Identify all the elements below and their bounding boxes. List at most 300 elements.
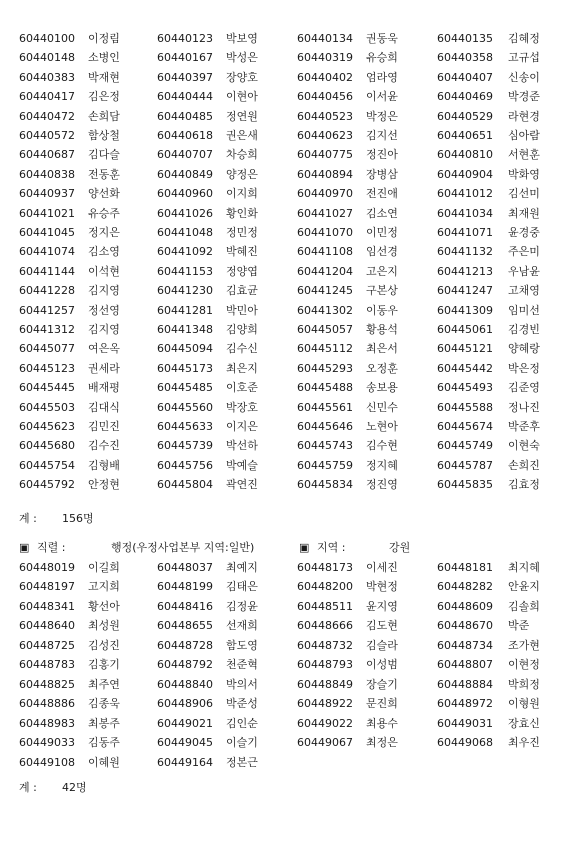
applicant-name: 김지영 xyxy=(88,284,120,298)
applicant-name: 이현아 xyxy=(226,90,258,104)
applicant-name: 양혜랑 xyxy=(508,342,540,356)
applicant-name: 조가현 xyxy=(508,638,540,652)
applicant-number: 60441153 xyxy=(157,264,213,278)
applicant-number: 60441026 xyxy=(157,206,213,220)
applicant-number: 60445588 xyxy=(437,400,493,414)
applicant-name: 전진애 xyxy=(366,187,398,201)
applicant-name: 박은정 xyxy=(508,361,540,375)
applicant-name: 박예슬 xyxy=(226,458,258,472)
applicant-number: 60445623 xyxy=(19,420,75,433)
applicant-number: 60440148 xyxy=(19,51,75,65)
applicant-number: 60448037 xyxy=(157,561,213,574)
applicant-name: 임선경 xyxy=(366,245,398,259)
applicant-name: 윤경중 xyxy=(508,226,540,239)
applicant-number: 60448725 xyxy=(19,638,75,652)
group-2-total xyxy=(0,778,580,798)
total-label: 계 : xyxy=(19,781,37,794)
applicant-number: 60445123 xyxy=(19,361,75,375)
applicant-name: 김소연 xyxy=(366,206,398,220)
applicant-number: 60440485 xyxy=(157,109,213,123)
applicant-number: 60440469 xyxy=(437,90,493,104)
applicant-number: 60441144 xyxy=(19,264,75,278)
list-row xyxy=(0,694,580,714)
applicant-number: 60440618 xyxy=(157,129,213,142)
applicant-name: 이길희 xyxy=(88,561,120,574)
applicant-number: 60441213 xyxy=(437,264,493,278)
applicant-name: 장양호 xyxy=(226,70,258,84)
applicant-name: 신송이 xyxy=(508,70,540,84)
applicant-name: 정진아 xyxy=(366,148,398,162)
applicant-number: 60448825 xyxy=(19,677,75,691)
applicant-number: 60440960 xyxy=(157,187,213,201)
list-row xyxy=(0,675,580,695)
applicant-name: 김동주 xyxy=(88,736,120,750)
applicant-name: 우남윤 xyxy=(508,264,540,278)
applicant-name: 이슬기 xyxy=(226,736,258,750)
applicant-number: 60448019 xyxy=(19,561,75,574)
applicant-number: 60445754 xyxy=(19,458,75,472)
applicant-number: 60449067 xyxy=(297,736,353,750)
applicant-name: 박혜진 xyxy=(226,245,258,259)
applicant-name: 엄라영 xyxy=(366,70,398,84)
list-row xyxy=(0,301,580,321)
applicant-number: 60445077 xyxy=(19,342,75,356)
applicant-number: 60445442 xyxy=(437,361,493,375)
applicant-name: 박의서 xyxy=(226,677,258,691)
applicant-name: 김수신 xyxy=(226,342,258,356)
applicant-number: 60440849 xyxy=(157,167,213,181)
applicant-number: 60448884 xyxy=(437,677,493,691)
list-row xyxy=(0,577,580,597)
applicant-name: 이세진 xyxy=(366,561,398,574)
applicant-name: 장슬기 xyxy=(366,677,398,691)
applicant-number: 60440358 xyxy=(437,51,493,65)
applicant-name: 여은옥 xyxy=(88,342,120,356)
applicant-number: 60440319 xyxy=(297,51,353,65)
applicant-number: 60448181 xyxy=(437,561,493,574)
applicant-name: 김양희 xyxy=(226,323,258,336)
applicant-number: 60441247 xyxy=(437,284,493,298)
applicant-number: 60445739 xyxy=(157,439,213,453)
applicant-name: 주은미 xyxy=(508,245,540,259)
list-row xyxy=(0,262,580,282)
applicant-number: 60440937 xyxy=(19,187,75,201)
applicant-number: 60441108 xyxy=(297,245,353,259)
applicant-name: 김형배 xyxy=(88,458,120,472)
applicant-number: 60440407 xyxy=(437,70,493,84)
list-row xyxy=(0,636,580,656)
applicant-number: 60448906 xyxy=(157,697,213,711)
applicant-number: 60441204 xyxy=(297,264,353,278)
applicant-name: 정양엽 xyxy=(226,264,258,278)
applicant-name: 김준영 xyxy=(508,381,540,395)
applicant-number: 60440444 xyxy=(157,90,213,104)
list-row xyxy=(0,436,580,456)
applicant-name: 이형원 xyxy=(508,697,540,711)
square-bullet-icon: ▣ xyxy=(299,541,310,554)
applicant-name: 장효신 xyxy=(508,716,540,730)
applicant-number: 60440623 xyxy=(297,129,353,142)
list-row xyxy=(0,378,580,398)
applicant-name: 차승희 xyxy=(226,148,258,162)
applicant-name: 유승주 xyxy=(88,206,120,220)
applicant-number: 60445749 xyxy=(437,439,493,453)
applicant-name: 박화영 xyxy=(508,167,540,181)
applicant-name: 김종욱 xyxy=(88,697,120,711)
applicant-number: 60441045 xyxy=(19,226,75,239)
applicant-number: 60441012 xyxy=(437,187,493,201)
applicant-name: 김효정 xyxy=(508,478,540,492)
applicant-number: 60441312 xyxy=(19,323,75,336)
applicant-name: 고채영 xyxy=(508,284,540,298)
applicant-number: 60448783 xyxy=(19,658,75,672)
applicant-number: 60440810 xyxy=(437,148,493,162)
applicant-number: 60441027 xyxy=(297,206,353,220)
list-row xyxy=(0,223,580,243)
applicant-number: 60440397 xyxy=(157,70,213,84)
applicant-number: 60445293 xyxy=(297,361,353,375)
applicant-name: 김도현 xyxy=(366,619,398,633)
applicant-number: 60441309 xyxy=(437,303,493,317)
total-value: 42명 xyxy=(62,781,87,794)
applicant-number: 60448282 xyxy=(437,580,493,594)
applicant-number: 60448640 xyxy=(19,619,75,633)
group-1-total xyxy=(0,509,580,529)
applicant-number: 60445485 xyxy=(157,381,213,395)
applicant-name: 손희담 xyxy=(88,109,120,123)
list-row xyxy=(0,48,580,68)
applicant-number: 60445633 xyxy=(157,420,213,433)
applicant-name: 정연원 xyxy=(226,109,258,123)
applicant-number: 60441021 xyxy=(19,206,75,220)
applicant-number: 60440894 xyxy=(297,167,353,181)
applicant-number: 60448341 xyxy=(19,599,75,613)
applicant-name: 최우진 xyxy=(508,736,540,750)
applicant-name: 박정은 xyxy=(366,109,398,123)
applicant-name: 이호준 xyxy=(226,381,258,395)
applicant-number: 60445561 xyxy=(297,400,353,414)
applicant-number: 60440529 xyxy=(437,109,493,123)
applicant-name: 박성은 xyxy=(226,51,258,65)
applicant-name: 박현정 xyxy=(366,580,398,594)
list-row xyxy=(0,456,580,476)
applicant-name: 윤지영 xyxy=(366,599,398,613)
applicant-number: 60445493 xyxy=(437,381,493,395)
applicant-number: 60445503 xyxy=(19,400,75,414)
applicant-name: 이성범 xyxy=(366,658,398,672)
applicant-number: 60440402 xyxy=(297,70,353,84)
applicant-name: 송보용 xyxy=(366,381,398,395)
applicant-name: 김수현 xyxy=(366,439,398,453)
applicant-number: 60441230 xyxy=(157,284,213,298)
applicant-name: 김효균 xyxy=(226,284,258,298)
list-row xyxy=(0,107,580,127)
applicant-number: 60441071 xyxy=(437,226,493,239)
applicant-name: 김수진 xyxy=(88,439,120,453)
applicant-name: 이현정 xyxy=(508,658,540,672)
applicant-name: 노현아 xyxy=(366,420,398,433)
applicant-number: 60440707 xyxy=(157,148,213,162)
applicant-number: 60440572 xyxy=(19,129,75,142)
applicant-number: 60440904 xyxy=(437,167,493,181)
list-row xyxy=(0,339,580,359)
applicant-name: 오정훈 xyxy=(366,361,398,375)
applicant-number: 60448655 xyxy=(157,619,213,633)
list-row xyxy=(0,320,580,340)
applicant-name: 문진희 xyxy=(366,697,398,711)
applicant-name: 배재평 xyxy=(88,381,120,395)
applicant-name: 김정윤 xyxy=(226,599,258,613)
applicant-name: 안정현 xyxy=(88,478,120,492)
applicant-name: 김솔희 xyxy=(508,599,540,613)
applicant-number: 60448609 xyxy=(437,599,493,613)
applicant-name: 전동훈 xyxy=(88,167,120,181)
applicant-name: 안윤지 xyxy=(508,580,540,594)
applicant-name: 이동우 xyxy=(366,303,398,317)
applicant-name: 최은지 xyxy=(226,361,258,375)
applicant-number: 60448173 xyxy=(297,561,353,574)
applicant-name: 이정림 xyxy=(88,32,120,45)
applicant-name: 김홍기 xyxy=(88,658,120,672)
applicant-number: 60448728 xyxy=(157,638,213,652)
applicant-name: 박보영 xyxy=(226,32,258,45)
applicant-number: 60445057 xyxy=(297,323,353,336)
applicant-number: 60445680 xyxy=(19,439,75,453)
applicant-name: 양선화 xyxy=(88,187,120,201)
applicant-name: 양정은 xyxy=(226,167,258,181)
applicant-name: 최재원 xyxy=(508,206,540,220)
applicant-name: 장병삼 xyxy=(366,167,398,181)
applicant-number: 60445112 xyxy=(297,342,353,356)
applicant-number: 60445061 xyxy=(437,323,493,336)
applicant-number: 60440456 xyxy=(297,90,353,104)
applicant-name: 김소영 xyxy=(88,245,120,259)
applicant-name: 이민정 xyxy=(366,226,398,239)
applicant-name: 박희정 xyxy=(508,677,540,691)
applicant-number: 60449068 xyxy=(437,736,493,750)
list-row xyxy=(0,733,580,753)
applicant-number: 60445488 xyxy=(297,381,353,395)
applicant-name: 김태은 xyxy=(226,580,258,594)
total-value: 156명 xyxy=(62,512,94,525)
applicant-number: 60448197 xyxy=(19,580,75,594)
applicant-number: 60441092 xyxy=(157,245,213,259)
list-row xyxy=(0,417,580,437)
applicant-name: 김슬라 xyxy=(366,638,398,652)
applicant-number: 60448416 xyxy=(157,599,213,613)
applicant-number: 60445743 xyxy=(297,439,353,453)
list-row xyxy=(0,87,580,107)
applicant-name: 정지혜 xyxy=(366,458,398,472)
applicant-number: 60448886 xyxy=(19,697,75,711)
applicant-number: 60448670 xyxy=(437,619,493,633)
applicant-number: 60440383 xyxy=(19,70,75,84)
applicant-number: 60445787 xyxy=(437,458,493,472)
applicant-number: 60449045 xyxy=(157,736,213,750)
applicant-name: 최은서 xyxy=(366,342,398,356)
list-row xyxy=(0,398,580,418)
applicant-number: 60441348 xyxy=(157,323,213,336)
applicant-name: 고규섭 xyxy=(508,51,540,65)
applicant-name: 함도영 xyxy=(226,638,258,652)
applicant-number: 60440970 xyxy=(297,187,353,201)
applicant-number: 60445560 xyxy=(157,400,213,414)
total-label: 계 : xyxy=(19,512,37,525)
applicant-number: 60445121 xyxy=(437,342,493,356)
applicant-number: 60440523 xyxy=(297,109,353,123)
list-row xyxy=(0,281,580,301)
applicant-number: 60445804 xyxy=(157,478,213,492)
list-row xyxy=(0,145,580,165)
applicant-number: 60441074 xyxy=(19,245,75,259)
applicant-number: 60440100 xyxy=(19,32,75,45)
applicant-number: 60448199 xyxy=(157,580,213,594)
applicant-number: 60448807 xyxy=(437,658,493,672)
applicant-number: 60449021 xyxy=(157,716,213,730)
applicant-name: 최정은 xyxy=(366,736,398,750)
applicant-number: 60440123 xyxy=(157,32,213,45)
applicant-name: 최봉주 xyxy=(88,716,120,730)
applicant-name: 황선아 xyxy=(88,599,120,613)
list-row xyxy=(0,359,580,379)
applicant-name: 박재현 xyxy=(88,70,120,84)
applicant-name: 이현숙 xyxy=(508,439,540,453)
applicant-name: 정나진 xyxy=(508,400,540,414)
list-row xyxy=(0,714,580,734)
applicant-number: 60441281 xyxy=(157,303,213,317)
applicant-number: 60448792 xyxy=(157,658,213,672)
applicant-name: 소병인 xyxy=(88,51,120,65)
applicant-name: 서현훈 xyxy=(508,148,540,162)
applicant-number: 60448840 xyxy=(157,677,213,691)
series-value: 행정(우정사업본부 지역:일반) xyxy=(111,541,255,554)
applicant-name: 김지영 xyxy=(88,323,120,336)
list-row xyxy=(0,204,580,224)
list-row xyxy=(0,184,580,204)
applicant-name: 정본근 xyxy=(226,755,258,769)
list-row xyxy=(0,165,580,185)
applicant-number: 60440651 xyxy=(437,129,493,142)
applicant-name: 정지은 xyxy=(88,226,120,239)
applicant-name: 최예지 xyxy=(226,561,258,574)
applicant-number: 60445646 xyxy=(297,420,353,433)
applicant-name: 임미선 xyxy=(508,303,540,317)
applicant-number: 60445094 xyxy=(157,342,213,356)
applicant-name: 함상철 xyxy=(88,129,120,142)
applicant-number: 60445674 xyxy=(437,420,493,433)
applicant-number: 60448972 xyxy=(437,697,493,711)
applicant-name: 박경준 xyxy=(508,90,540,104)
applicant-name: 김지선 xyxy=(366,129,398,142)
applicant-number: 60449033 xyxy=(19,736,75,750)
applicant-number: 60441302 xyxy=(297,303,353,317)
list-row xyxy=(0,753,580,773)
list-row xyxy=(0,655,580,675)
applicant-name: 박준 xyxy=(508,619,530,633)
applicant-number: 60440135 xyxy=(437,32,493,45)
applicant-name: 최용수 xyxy=(366,716,398,730)
applicant-number: 60441070 xyxy=(297,226,353,239)
applicant-number: 60448732 xyxy=(297,638,353,652)
applicant-number: 60448983 xyxy=(19,716,75,730)
applicant-name: 곽연진 xyxy=(226,478,258,492)
region-value: 강원 xyxy=(389,541,411,554)
group-2-header xyxy=(0,538,580,558)
list-row xyxy=(0,68,580,88)
list-row xyxy=(0,616,580,636)
list-row xyxy=(0,558,580,578)
applicant-number: 60441228 xyxy=(19,284,75,298)
applicant-name: 고지희 xyxy=(88,580,120,594)
applicant-number: 60441245 xyxy=(297,284,353,298)
applicant-name: 김은정 xyxy=(88,90,120,104)
applicant-number: 60440417 xyxy=(19,90,75,104)
applicant-number: 60448849 xyxy=(297,677,353,691)
applicant-name: 김인순 xyxy=(226,716,258,730)
square-bullet-icon: ▣ xyxy=(19,541,30,554)
applicant-number: 60448666 xyxy=(297,619,353,633)
applicant-number: 60445445 xyxy=(19,381,75,395)
applicant-number: 60445834 xyxy=(297,478,353,492)
applicant-number: 60445835 xyxy=(437,478,493,492)
applicant-number: 60448511 xyxy=(297,599,353,613)
applicant-number: 60449022 xyxy=(297,716,353,730)
applicant-name: 김민진 xyxy=(88,420,120,433)
applicant-name: 유승희 xyxy=(366,51,398,65)
applicant-number: 60440775 xyxy=(297,148,353,162)
list-row xyxy=(0,242,580,262)
applicant-number: 60448922 xyxy=(297,697,353,711)
list-row xyxy=(0,126,580,146)
applicant-number: 60449108 xyxy=(19,755,75,769)
applicant-name: 김대식 xyxy=(88,400,120,414)
applicant-number: 60440167 xyxy=(157,51,213,65)
applicant-name: 권동욱 xyxy=(366,32,398,45)
applicant-number: 60441257 xyxy=(19,303,75,317)
list-row xyxy=(0,475,580,495)
applicant-name: 김혜정 xyxy=(508,32,540,45)
applicant-name: 김선미 xyxy=(508,187,540,201)
applicant-number: 60441048 xyxy=(157,226,213,239)
applicant-name: 이지은 xyxy=(226,420,258,433)
applicant-name: 박선하 xyxy=(226,439,258,453)
applicant-number: 60448200 xyxy=(297,580,353,594)
applicant-name: 김성진 xyxy=(88,638,120,652)
applicant-number: 60440472 xyxy=(19,109,75,123)
applicant-name: 천준혁 xyxy=(226,658,258,672)
applicant-number: 60445756 xyxy=(157,458,213,472)
applicant-number: 60441034 xyxy=(437,206,493,220)
applicant-number: 60449164 xyxy=(157,755,213,769)
applicant-name: 최주연 xyxy=(88,677,120,691)
applicant-name: 이서윤 xyxy=(366,90,398,104)
applicant-number: 60448793 xyxy=(297,658,353,672)
applicant-name: 김다슬 xyxy=(88,148,120,162)
applicant-number: 60440134 xyxy=(297,32,353,45)
applicant-name: 라현경 xyxy=(508,109,540,123)
applicant-name: 정민정 xyxy=(226,226,258,239)
applicant-name: 최지혜 xyxy=(508,561,540,574)
applicant-name: 권은새 xyxy=(226,129,258,142)
applicant-name: 최성원 xyxy=(88,619,120,633)
applicant-number: 60445173 xyxy=(157,361,213,375)
applicant-number: 60441132 xyxy=(437,245,493,259)
list-row xyxy=(0,29,580,49)
applicant-name: 선재희 xyxy=(226,619,258,633)
applicant-name: 이혜원 xyxy=(88,755,120,769)
list-row xyxy=(0,597,580,617)
applicant-name: 고은지 xyxy=(366,264,398,278)
